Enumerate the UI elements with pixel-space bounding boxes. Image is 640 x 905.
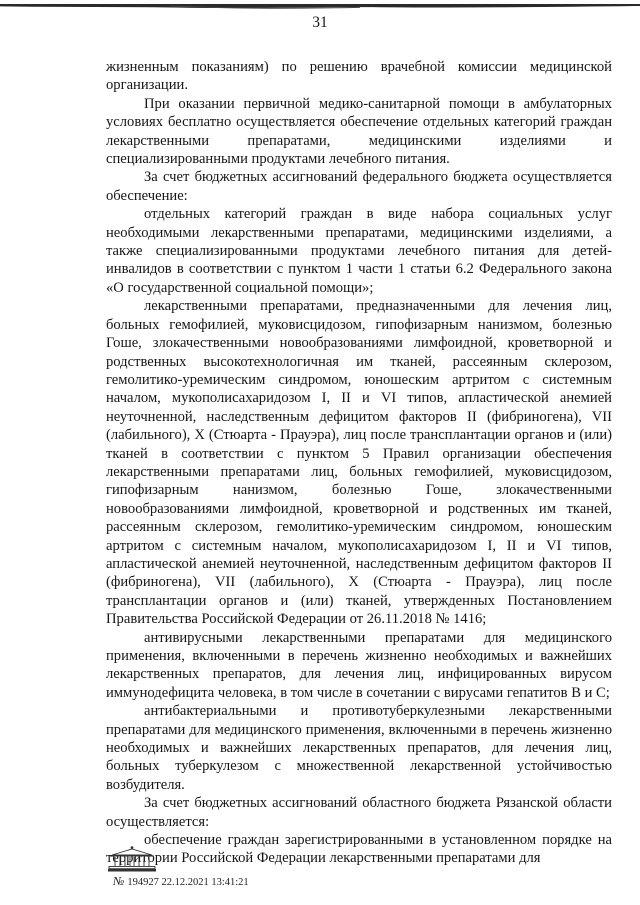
document-body xyxy=(106,58,612,868)
paragraph-3: За счет бюджетных ассигнований федерального бюджета осуществляется обеспечение: xyxy=(106,169,612,204)
page-number: 31 xyxy=(312,14,328,31)
paragraph-9: обеспечение граждан зарегистрированными в установленном порядке на территории Российской Федерации лекарственными препаратами для xyxy=(106,832,612,867)
document-registration: 194927 22.12.2021 13:41:21 xyxy=(127,877,249,888)
number-sign: № xyxy=(113,874,125,888)
paragraph-7: антибактериальными и противотуберкулезными лекарственными препаратами для медицинского применения, включенными в перечень жизненно необходимых и важнейших лекарственных препаратов, для лечения лиц, больных туберкулезом с множественной лекарственной устойчивостью возбудителя. xyxy=(106,703,612,793)
paragraph-5: лекарственными препаратами, предназначенными для лечения лиц, больных гемофилией, муковисцидозом, гипофизарным нанизмом, болезнью Гоше, злокачественными новообразованиями лимфоидной, кроветворной и родственных высокотехнологичная им тканей, рассеянным склерозом, гемолитико-уремическим синдромом, юношеским артритом с системным началом, мукополисахаридозом I, II и VI типов, апластической анемией неуточненной, наследственным дефицитом факторов II (фибриногена), VII (лабильного), X (Стюарта - Прауэра), лиц после трансплантации органов и (или) тканей в соответствии с пунктом 5 Правил организации обеспечения лекарственными препаратами лиц, больных гемофилией, муковисцидозом, гипофизарным нанизмом, болезнью Гоше, злокачественными новообразованиями лимфоидной, кроветворной и родственных им тканей, рассеянным склерозом, гемолитико-уремическим синдромом, юношеским артритом с системным началом, мукополисахаридозом I, II и VI типов, апластической анемией неуточненной, наследственным дефицитом факторов II (фибриногена), VII (лабильного), X (Стюарта - Прауэра), лиц после трансплантации органов и (или) тканей, утвержденных Постановлением Правительства Российской Федерации от 26.11.2018 № 1416; xyxy=(106,298,612,628)
scan-edge-shadow xyxy=(0,0,640,9)
paragraph-8: За счет бюджетных ассигнований областного бюджета Рязанской области осуществляется: xyxy=(106,795,612,830)
paragraph-2: При оказании первичной медико-санитарной помощи в амбулаторных условиях бесплатно осуществляется обеспечение отдельных категорий граждан лекарственными препаратами, медицинскими изделиями и специализированными продуктами лечебного питания. xyxy=(106,95,612,168)
document-stamp xyxy=(113,875,249,889)
document-footer xyxy=(96,846,356,896)
paragraph-6: антивирусными лекарственными препаратами для медицинского применения, включенными в перечень жизненно необходимых и важнейших лекарственных препаратов, для лечения лиц, инфицированных вирусом иммунодефицита человека, в том числе в сочетании с вирусами гепатитов В и С; xyxy=(106,629,612,701)
government-building-emblem-icon xyxy=(106,846,158,872)
paragraph-4: отдельных категорий граждан в виде набора социальных услуг необходимыми лекарственными препаратами, медицинскими изделиями, а также специализированными продуктами лечебного питания для детей-инвалидов в соответствии с пунктом 1 части 1 статьи 6.2 Федерального закона «О государственной социальной помощи»; xyxy=(106,206,612,296)
paragraph-1: жизненным показаниям) по решению врачебной комиссии медицинской организации. xyxy=(106,59,612,94)
